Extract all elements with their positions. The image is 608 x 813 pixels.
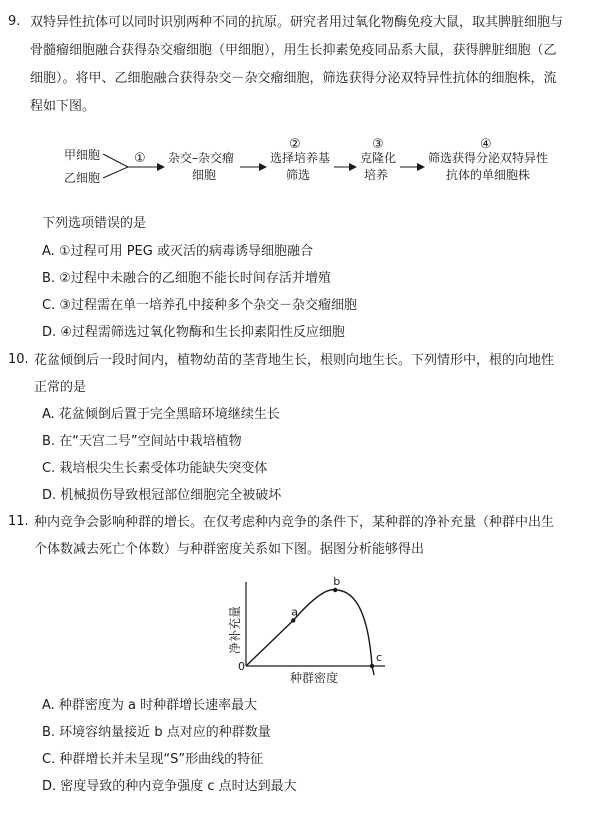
step-2-label: ② <box>289 137 301 152</box>
box-select: 选择培养基 <box>270 151 331 165</box>
density-chart <box>200 572 400 690</box>
step-3-label: ③ <box>372 137 384 152</box>
option-b: B. 在“天宫二号”空间站中栽培植物 <box>42 434 242 449</box>
point-c <box>370 664 374 668</box>
box-final-2: 抗体的单细胞株 <box>446 168 531 182</box>
option-c: C. ③过程需在单一培养孔中接种多个杂交－杂交瘤细胞 <box>42 298 357 313</box>
option-c: C. 种群增长并未呈现“S”形曲线的特征 <box>42 752 264 767</box>
prompt: 下列选项错误的是 <box>42 216 147 231</box>
stem-line: 种内竞争会影响种群的增长。在仅考虑种内竞争的条件下，某种群的净补充量（种群中出生 <box>34 515 555 530</box>
step-4-label: ④ <box>480 137 492 152</box>
y-axis-label: 净补充量 <box>228 605 242 655</box>
option-c: C. 栽培根尖生长素受体功能缺失突变体 <box>42 461 268 476</box>
stem-line: 双特异性抗体可以同时识别两种不同的抗原。研究者用过氧化物酶免疫大鼠，取其脾脏细胞与 <box>30 15 564 30</box>
stem-line: 骨髓瘤细胞融合获得杂交瘤细胞（甲细胞），用生长抑素免疫同品系大鼠，获得脾脏细胞（乙 <box>30 43 557 58</box>
input-yi: 乙细胞 <box>64 171 101 185</box>
box-clone: 克隆化 <box>360 151 397 165</box>
box-select-2: 筛选 <box>286 168 311 182</box>
flow-diagram <box>0 132 608 192</box>
point-label-c: c <box>376 651 383 664</box>
x-axis-label: 种群密度 <box>290 671 339 685</box>
box-hybrid: 杂交–杂交瘤 <box>168 151 235 165</box>
point-label-b: b <box>333 575 341 588</box>
question-number: 10. <box>8 352 29 367</box>
box-final: 筛选获得分泌双特异性 <box>428 151 549 165</box>
step-1-label: ① <box>134 151 146 166</box>
option-a: A. 种群密度为 a 时种群增长速率最大 <box>42 698 258 713</box>
option-d: D. 密度导致的种内竞争强度 c 点时达到最大 <box>42 779 297 794</box>
option-d: D. 机械损伤导致根冠部位细胞完全被破坏 <box>42 488 282 503</box>
box-clone-2: 培养 <box>364 168 389 182</box>
stem-line: 花盆倾倒后一段时间内，植物幼苗的茎背地生长，根则向地生长。下列情形中，根的向地性 <box>34 353 555 368</box>
stem-line: 正常的是 <box>34 380 87 395</box>
option-b: B. ②过程中未融合的乙细胞不能长时间存活并增殖 <box>42 271 331 286</box>
stem-line: 细胞）。将甲、乙细胞融合获得杂交－杂交瘤细胞，筛选获得分泌双特异性抗体的细胞株，流 <box>30 71 557 86</box>
stem-line: 程如下图。 <box>30 99 96 114</box>
option-a: A. 花盆倾倒后置于完全黑暗环境继续生长 <box>42 407 280 422</box>
option-a: A. ①过程可用 PEG 或灭活的病毒诱导细胞融合 <box>42 244 313 259</box>
question-number: 11. <box>8 514 29 529</box>
origin-label: 0 <box>238 660 245 673</box>
point-label-a: a <box>291 605 298 619</box>
point-a <box>291 618 295 622</box>
point-b <box>333 588 337 592</box>
density-curve <box>246 590 374 675</box>
option-d: D. ④过程需筛选过氧化物酶和生长抑素阳性反应细胞 <box>42 325 345 340</box>
box-hybrid-2: 细胞 <box>192 168 217 182</box>
input-jia: 甲细胞 <box>64 148 101 162</box>
stem-line: 个体数减去死亡个体数）与种群密度关系如下图。据图分析能够得出 <box>34 542 425 557</box>
option-b: B. 环境容纳量接近 b 点对应的种群数量 <box>42 725 271 740</box>
question-number: 9. <box>8 14 21 29</box>
